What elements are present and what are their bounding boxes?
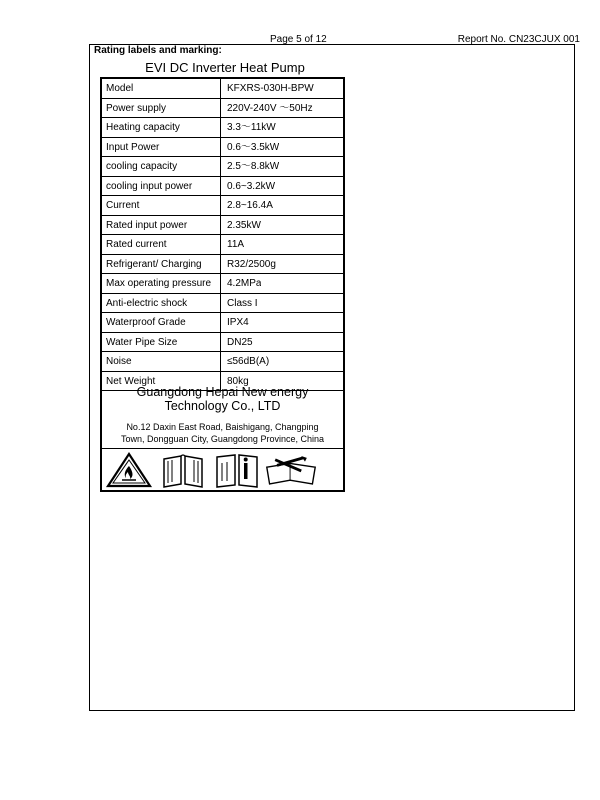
rating-key: Anti-electric shock: [102, 294, 221, 313]
rating-value: 2.8~16.4A: [227, 200, 273, 211]
rating-value: 80kg: [227, 375, 249, 387]
rating-row: [102, 352, 343, 372]
rating-value: 11A: [227, 239, 245, 250]
rating-value: KFXRS-030H-BPW: [227, 83, 314, 94]
rating-key: Refrigerant/ Charging: [102, 255, 221, 274]
read-manual-icon: [156, 449, 210, 490]
rating-key: cooling capacity: [102, 157, 221, 176]
label-title: EVI DC Inverter Heat Pump: [145, 60, 305, 75]
section-title: Rating labels and marking:: [94, 45, 222, 56]
flammable-warning-icon: [102, 449, 156, 490]
info-manual-icon: [210, 449, 264, 490]
rating-key: Current: [102, 196, 221, 215]
rating-value: ≤56dB(A): [227, 356, 270, 367]
rating-row: [102, 294, 343, 314]
company-name-line-2: Technology Co., LTD: [164, 399, 281, 413]
rating-row: [102, 157, 343, 177]
rating-value: 0.6~3.2kW: [227, 180, 276, 192]
company-name: [102, 377, 343, 413]
rating-value: Class I: [227, 297, 258, 309]
rating-row: [102, 235, 343, 255]
rating-key: Input Power: [102, 138, 221, 157]
rating-key: Model: [102, 79, 221, 98]
rating-row: [102, 196, 343, 216]
rating-row: [102, 313, 343, 333]
warning-icons: [102, 449, 343, 490]
rating-key: Noise: [102, 352, 221, 371]
rating-row: [102, 333, 343, 353]
rating-key: Power supply: [102, 99, 221, 118]
company-block: [102, 377, 343, 449]
rating-key: cooling input power: [102, 177, 221, 196]
rating-row: [102, 138, 343, 158]
rating-row: [102, 99, 343, 119]
page-number: Page 5 of 12: [270, 34, 327, 45]
rating-key: Max operating pressure: [102, 274, 221, 293]
company-name-line-1: Guangdong Hepai New energy: [136, 385, 309, 399]
report-number: Report No. CN23CJUX 001: [457, 34, 580, 45]
rating-row: [102, 79, 343, 99]
rating-label: [100, 77, 345, 492]
rating-key: Heating capacity: [102, 118, 221, 137]
rating-row: [102, 118, 343, 138]
service-manual-icon: [264, 449, 318, 490]
rating-value: 2.5～8.8kW: [227, 161, 280, 172]
address-line-1: No.12 Daxin East Road, Baishigang, Changping: [126, 422, 319, 432]
rating-key: Rated current: [102, 235, 221, 254]
rating-value: 3.3～11kW: [227, 122, 276, 133]
rating-value: 0.6～3.5kW: [227, 141, 280, 153]
rating-key: Water Pipe Size: [102, 333, 221, 352]
rating-row: [102, 177, 343, 197]
rating-key: Net Weight: [102, 372, 221, 391]
rating-key: Waterproof Grade: [102, 313, 221, 332]
rating-value: R32/2500g: [227, 258, 276, 270]
rating-value: 4.2MPa: [227, 278, 262, 289]
rating-value: DN25: [227, 336, 253, 348]
rating-table: [102, 79, 343, 391]
address-line-2: Town, Dongguan City, Guangdong Province, China: [121, 434, 324, 444]
rating-value: 220V-240V ～50Hz: [227, 102, 313, 114]
rating-row: [102, 255, 343, 275]
rating-value: 2.35kW: [227, 219, 261, 231]
company-address: [102, 421, 343, 445]
rating-row: [102, 274, 343, 294]
rating-value: IPX4: [227, 317, 249, 328]
rating-row: [102, 216, 343, 236]
rating-key: Rated input power: [102, 216, 221, 235]
